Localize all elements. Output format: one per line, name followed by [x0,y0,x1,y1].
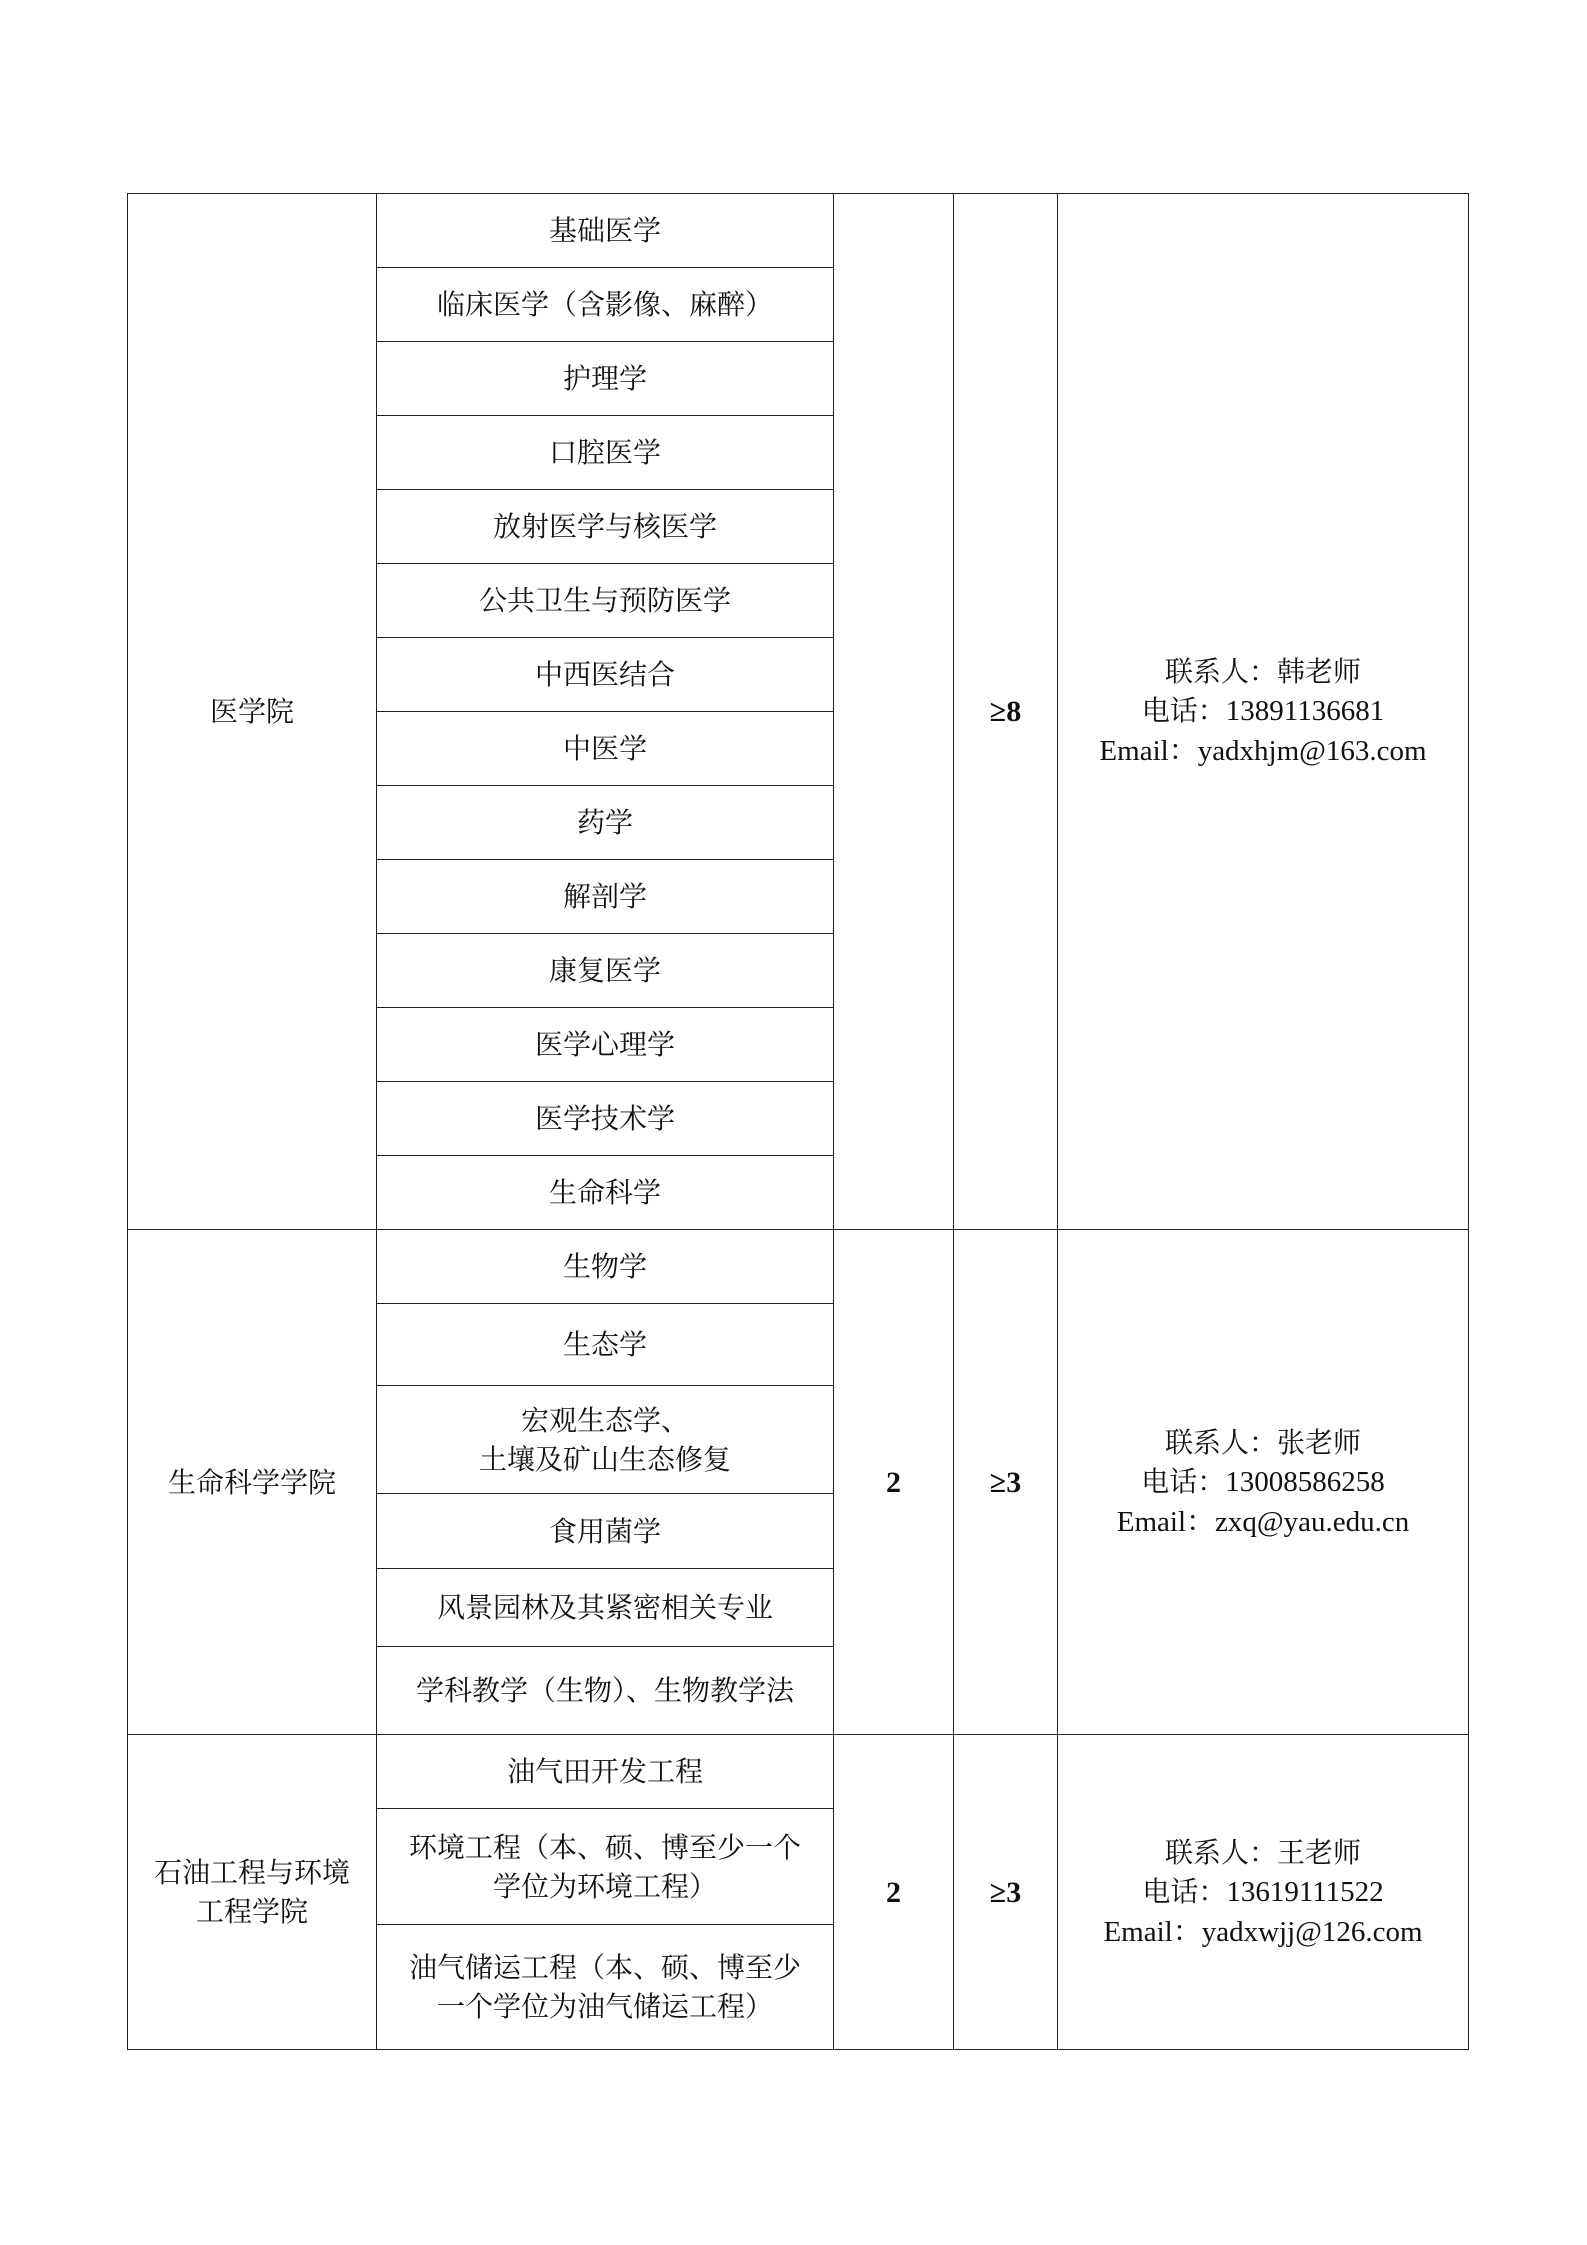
major-cell: 护理学 [377,342,834,416]
major-cell: 医学心理学 [377,1008,834,1082]
contact-phone: 电话：13891136681 [1141,694,1385,727]
major-cell: 生命科学 [377,1156,834,1230]
major-cell: 中西医结合 [377,638,834,712]
major-cell: 风景园林及其紧密相关专业 [377,1569,834,1647]
major-cell: 油气储运工程（本、硕、博至少 一个学位为油气储运工程） [377,1925,834,2050]
contact-cell [1058,194,1469,1230]
major-cell: 生物学 [377,1230,834,1304]
contact-cell [1058,1230,1469,1735]
college-cell: 石油工程与环境 工程学院 [128,1735,377,2050]
major-cell: 生态学 [377,1304,834,1386]
contact-phone: 电话：13619111522 [1142,1874,1384,1908]
contact-person: 联系人：张老师 [1164,1425,1361,1459]
major-cell: 宏观生态学、 土壤及矿山生态修复 [377,1386,834,1494]
major-cell: 医学技术学 [377,1082,834,1156]
major-cell: 公共卫生与预防医学 [377,564,834,638]
major-cell: 药学 [377,786,834,860]
contact-email: Email：yadxhjm@163.com [1099,735,1427,767]
contact-person: 联系人：韩老师 [1164,655,1361,688]
major-cell: 放射医学与核医学 [377,490,834,564]
count-cell: 2 [834,1735,954,2050]
major-cell: 食用菌学 [377,1494,834,1569]
requirement-cell: ≥8 [954,194,1058,1230]
college-cell: 生命科学学院 [128,1230,377,1735]
contact-email: Email：yadxwjj@126.com [1103,1915,1423,1948]
major-cell: 口腔医学 [377,416,834,490]
major-cell: 环境工程（本、硕、博至少一个 学位为环境工程） [377,1809,834,1925]
count-cell [834,194,954,1230]
major-cell: 康复医学 [377,934,834,1008]
contact-person: 联系人：王老师 [1164,1835,1361,1869]
major-cell: 基础医学 [377,194,834,268]
college-cell: 医学院 [128,194,377,1230]
major-cell: 中医学 [377,712,834,786]
contact-phone: 电话：13008586258 [1141,1464,1385,1498]
contact-cell [1058,1735,1469,2050]
major-cell: 学科教学（生物）、生物教学法 [377,1647,834,1735]
requirement-cell: ≥3 [954,1230,1058,1735]
requirement-cell: ≥3 [954,1735,1058,2050]
major-cell: 油气田开发工程 [377,1735,834,1809]
major-cell: 解剖学 [377,860,834,934]
count-cell: 2 [834,1230,954,1735]
contact-email: Email：zxq@yau.edu.cn [1116,1505,1410,1538]
major-cell: 临床医学（含影像、麻醉） [377,268,834,342]
recruitment-table [127,193,1469,2050]
